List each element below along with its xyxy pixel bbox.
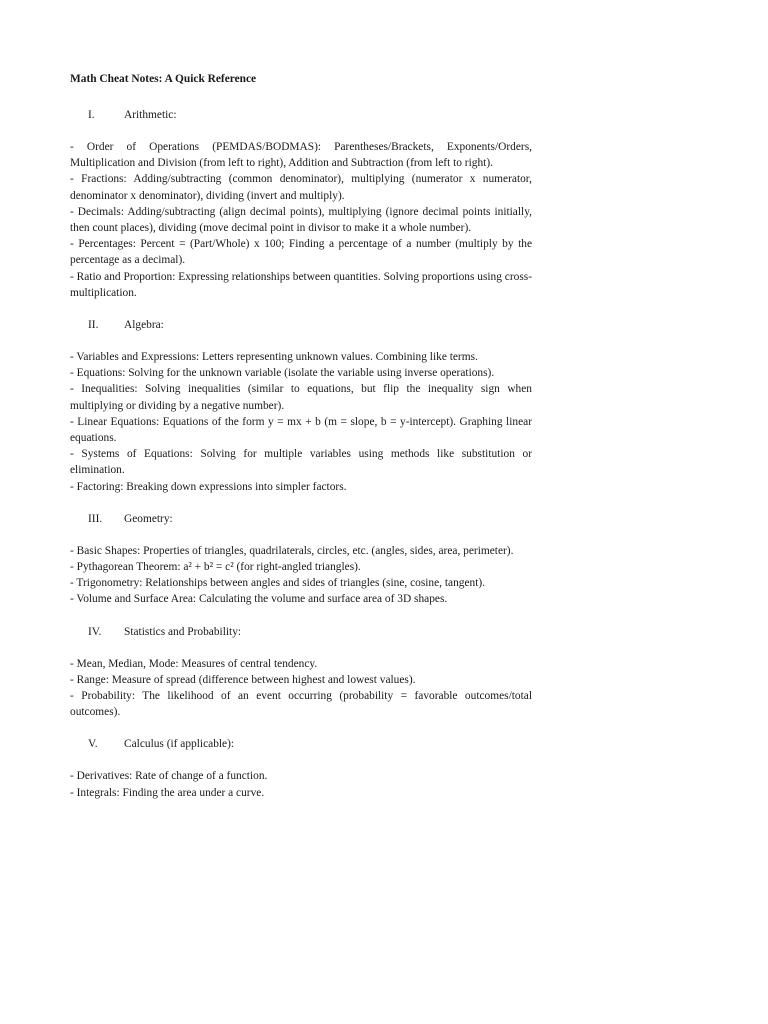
list-item: - Linear Equations: Equations of the form y = mx + b (m = slope, b = y-intercept). Graphing linear equations. [70,415,532,445]
section-title: Geometry: [124,512,173,525]
list-item: - Trigonometry: Relationships between angles and sides of triangles (sine, cosine, tangent). [70,577,486,590]
list-item: - Decimals: Adding/subtracting (align decimal points), multiplying (ignore decimal points initially, then count places), dividing (move decimal point in divisor to make it a whole number). [70,205,532,235]
list-item: - Probability: The likelihood of an event occurring (probability = favorable outcomes/total outcomes). [70,690,532,719]
section-title: Calculus (if applicable): [124,738,235,751]
list-item: - Inequalities: Solving inequalities (similar to equations, but flip the inequality sign when multiplying or dividing by a negative number). [70,383,532,412]
list-item: - Percentages: Percent = (Part/Whole) x 100; Finding a percentage of a number (multiply by the percentage as a decimal). [70,238,532,267]
list-item: - Basic Shapes: Properties of triangles, quadrilaterals, circles, etc. (angles, sides, area, perimeter). [70,544,514,557]
section-arithmetic [70,107,532,301]
list-item: - Fractions: Adding/subtracting (common denominator), multiplying (numerator x numerator, denominator x denominator), dividing (invert and multiply). [70,173,532,202]
document-page [70,71,532,801]
section-title: Arithmetic: [124,109,177,121]
section-numeral: IV. [88,625,102,638]
section-numeral: III. [88,512,103,525]
section-numeral: II. [88,319,99,332]
section-calculus [70,736,532,800]
list-item: - Volume and Surface Area: Calculating the volume and surface area of 3D shapes. [70,593,448,606]
list-item: - Range: Measure of spread (difference between highest and lowest values). [70,673,416,686]
list-item: - Integrals: Finding the area under a curve. [70,786,265,799]
list-item: - Equations: Solving for the unknown variable (isolate the variable using inverse operations). [70,367,495,380]
list-item: - Derivatives: Rate of change of a function. [70,770,268,783]
section-heading [70,511,532,527]
section-heading [70,736,532,752]
section-items [70,543,532,608]
section-items [70,139,532,301]
list-item: - Factoring: Breaking down expressions into simpler factors. [70,480,347,493]
section-items [70,768,532,800]
section-heading [70,624,532,640]
document-title: Math Cheat Notes: A Quick Reference [70,73,257,85]
section-title: Algebra: [124,319,164,332]
list-item: - Mean, Median, Mode: Measures of central tendency. [70,657,318,670]
section-statistics-probability [70,624,532,721]
section-items [70,349,532,495]
section-numeral: V. [88,738,98,751]
list-item: - Pythagorean Theorem: a² + b² = c² (for right-angled triangles). [70,561,361,574]
section-title: Statistics and Probability: [124,625,242,638]
list-item: - Order of Operations (PEMDAS/BODMAS): Parentheses/Brackets, Exponents/Orders, Multiplication and Division (from left to right), Addition and Subtraction (from left to right). [70,141,532,170]
section-heading [70,317,532,333]
list-item: - Ratio and Proportion: Expressing relationships between quantities. Solving proportions using cross-multiplication. [70,270,532,299]
list-item: - Systems of Equations: Solving for multiple variables using methods like substitution or elimination. [70,448,532,477]
section-geometry [70,511,532,608]
section-heading [70,107,532,123]
list-item: - Variables and Expressions: Letters representing unknown values. Combining like terms. [70,351,478,364]
section-algebra [70,317,532,495]
section-items [70,656,532,721]
section-numeral: I. [88,109,95,121]
